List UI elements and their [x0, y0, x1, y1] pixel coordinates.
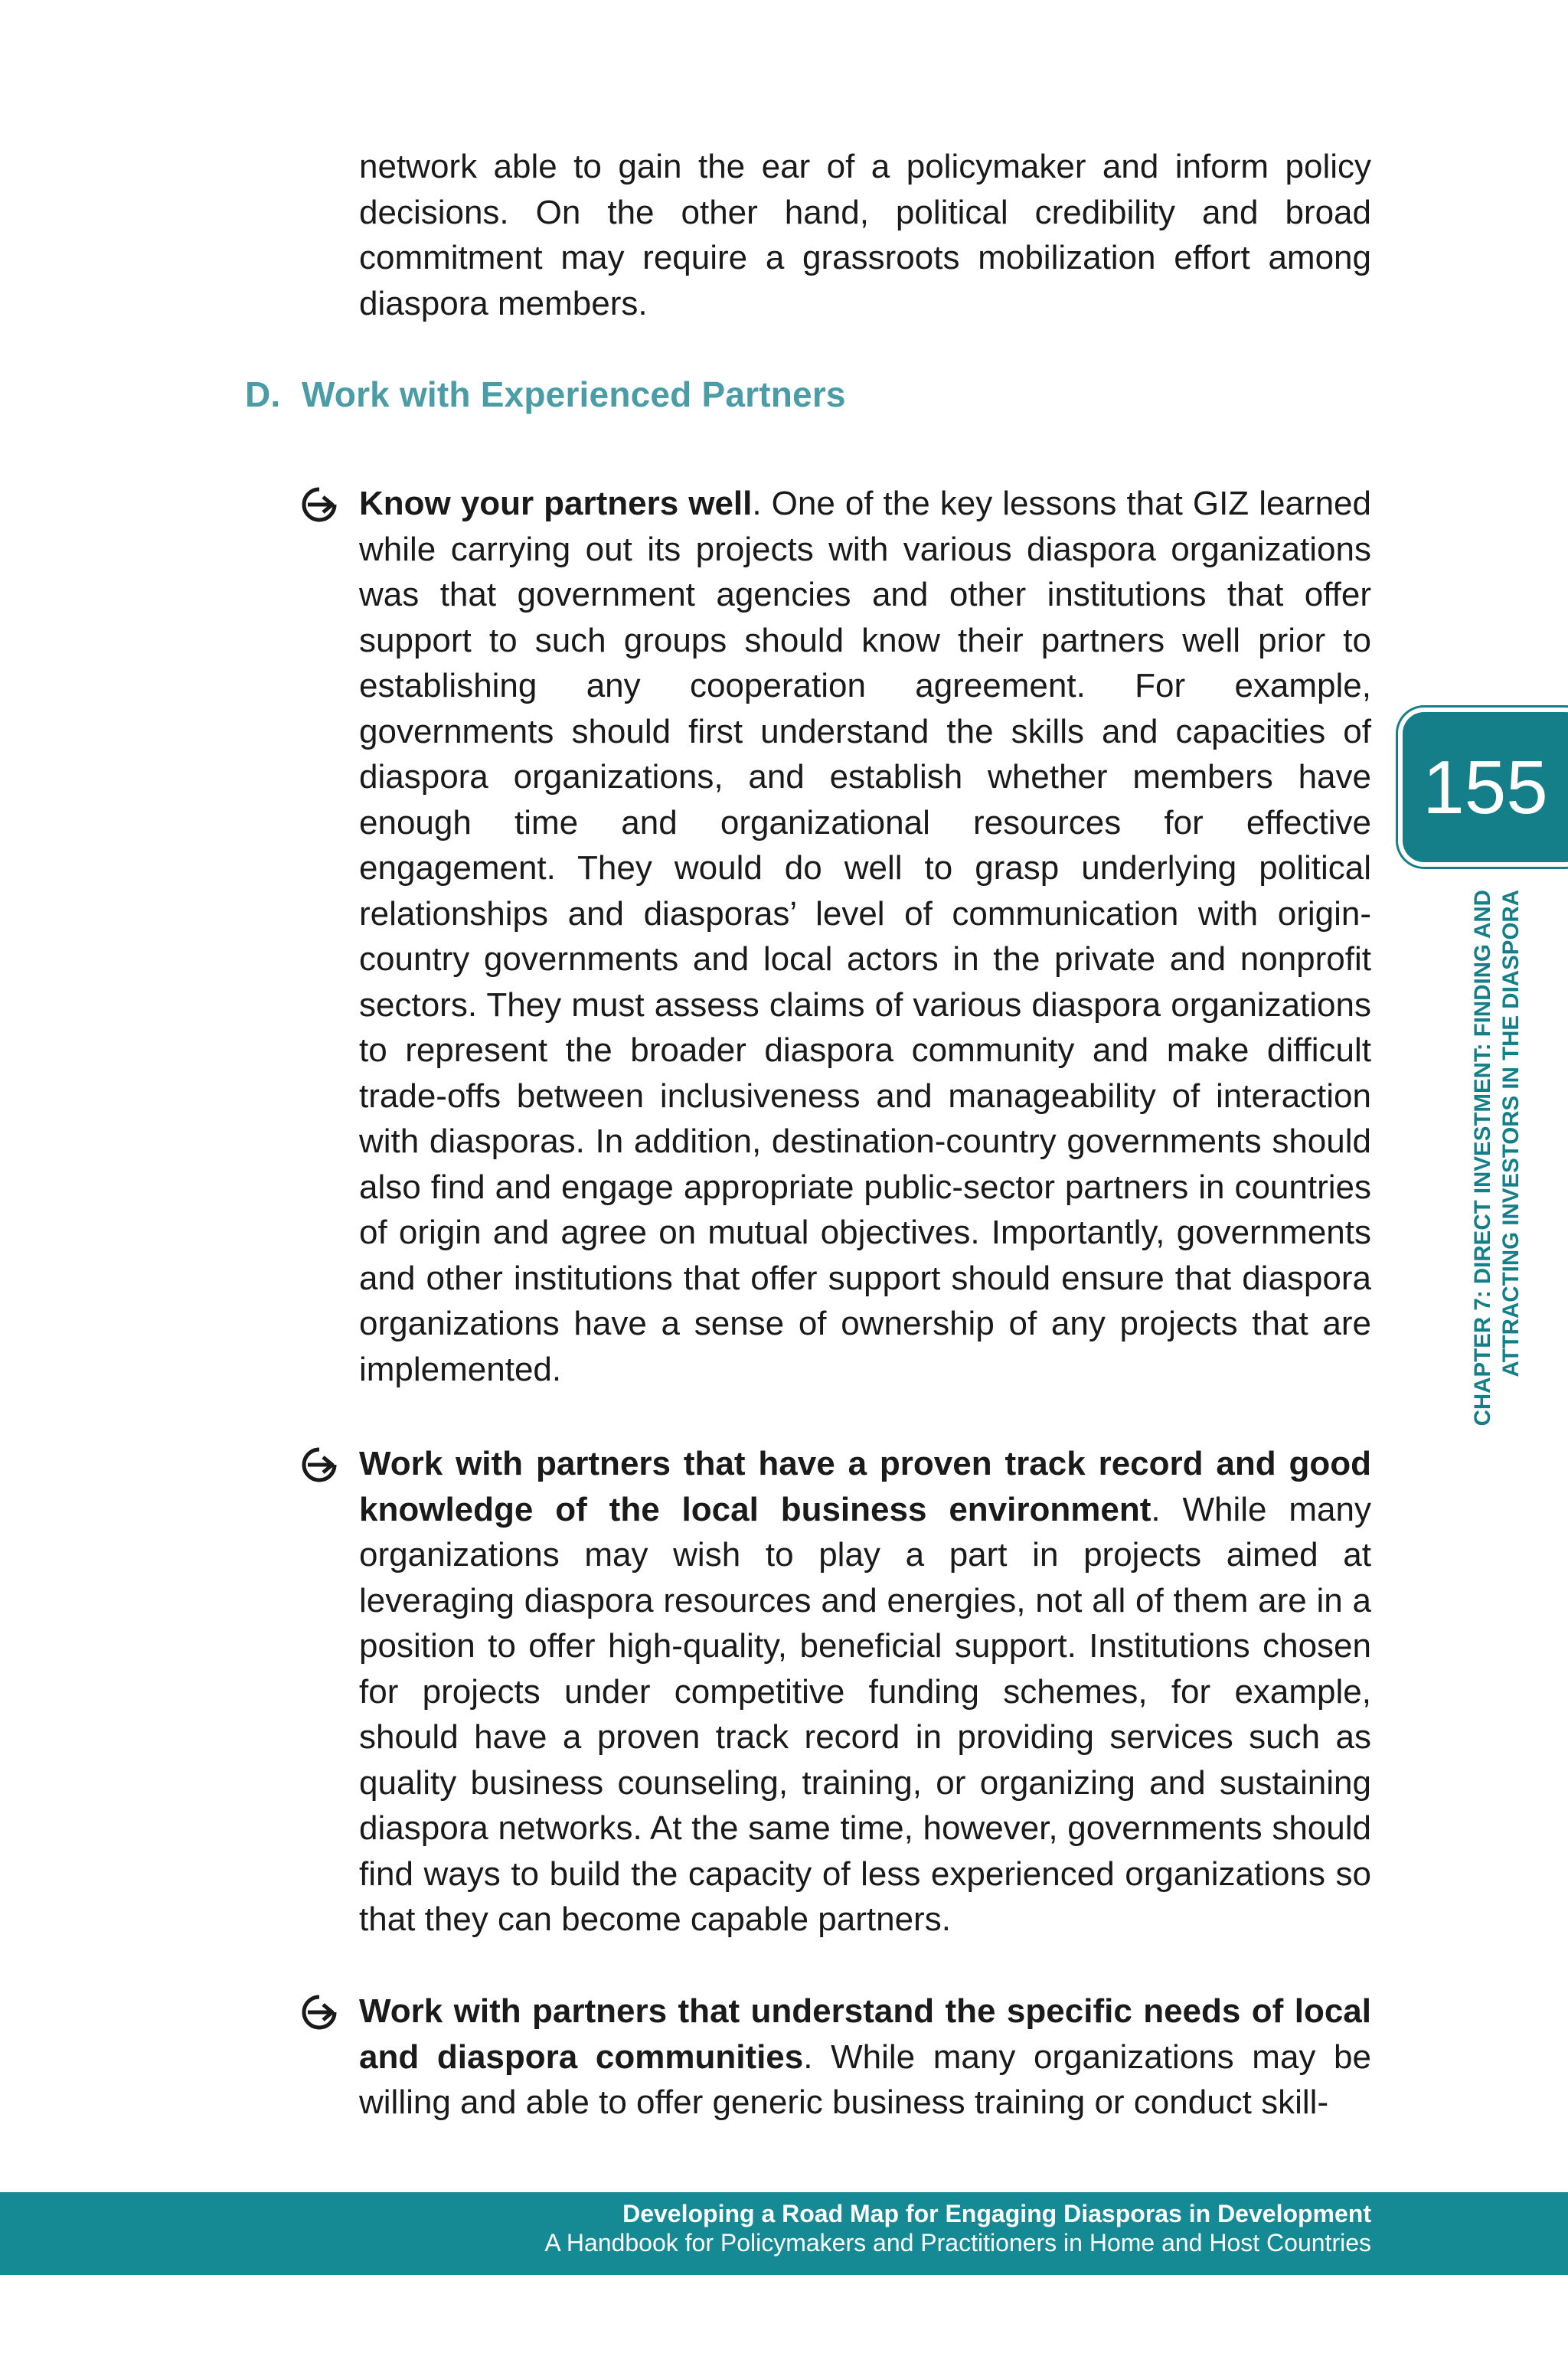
footer-title: Developing a Road Map for Engaging Diasporas in Development [622, 2200, 1371, 2227]
footer [544, 2199, 1371, 2257]
chapter-side-title [1468, 890, 1525, 1441]
bullet-text: . While many organizations may wish to play a part in projects aimed at leveraging diaspora resources and energies, not all of them are in a position to offer high-quality, beneficial support. Institutions chosen for projects under competitive funding schemes, for example, should have a proven track record in providing services such as quality business counseling, training, or organizing and sustaining diaspora networks. At the same time, however, governments should find ways to build the capacity of less experienced organizations so that they can become capable partners. [359, 1490, 1371, 1938]
section-letter: D. [245, 374, 281, 414]
bullet-item [359, 481, 1371, 1392]
footer-subtitle: A Handbook for Policymakers and Practitioners in Home and Host Countries [544, 2229, 1371, 2257]
bullet-bold-lead: Work with partners that have a proven track record and good knowledge of the local business environment [359, 1445, 1371, 1528]
intro-paragraph: network able to gain the ear of a policymaker and inform policy decisions. On the other hand, political credibility and broad commitment may require a grassroots mobilization effort among diaspora members. [359, 148, 1371, 322]
arrow-circle-icon [302, 487, 337, 522]
bullet-item [359, 1989, 1371, 2126]
bullet-bold-lead: Work with partners that understand the specific needs of local and diaspora communities [359, 1992, 1371, 2076]
chapter-title-line-1: CHAPTER 7: DIRECT INVESTMENT: FINDING AND [1470, 890, 1495, 1427]
page-number: 155 [1423, 745, 1548, 829]
section-heading [245, 374, 846, 415]
section-title: Work with Experienced Partners [302, 374, 846, 414]
bullet-item [359, 1441, 1371, 1943]
chapter-title-line-2: ATTRACTING INVESTORS IN THE DIASPORA [1498, 890, 1524, 1377]
bullet-bold-lead: Know your partners well [359, 485, 753, 522]
bullet-text: . While many organizations may be willing and able to offer generic business training or conduct skill- [359, 2038, 1371, 2121]
arrow-circle-icon [302, 1447, 337, 1482]
arrow-circle-icon [302, 1995, 337, 2030]
bullet-text: . One of the key lessons that GIZ learned while carrying out its projects with various diaspora organizations was that government agencies and other institutions that offer support to such groups should know their partners well prior to establishing any cooperation agreement. For example, governments should first understand the skills and capacities of diaspora organizations, and establish whether members have enough time and organizational resources for effective engagement. They would do well to grasp underlying political relationships and diasporas’ level of communication with origin-country governments and local actors in the private and nonprofit sectors. They must assess claims of various diaspora organizations to represent the broader diaspora community and make difficult trade-offs between inclusiveness and manageability of interaction with diasporas. In addition, destination-country governments should also find and engage appropriate public-sector partners in countries of origin and agree on mutual objectives. Importantly, governments and other institutions that offer support should ensure that diaspora organizations have a sense of ownership of any projects that are implemented. [359, 485, 1371, 1388]
